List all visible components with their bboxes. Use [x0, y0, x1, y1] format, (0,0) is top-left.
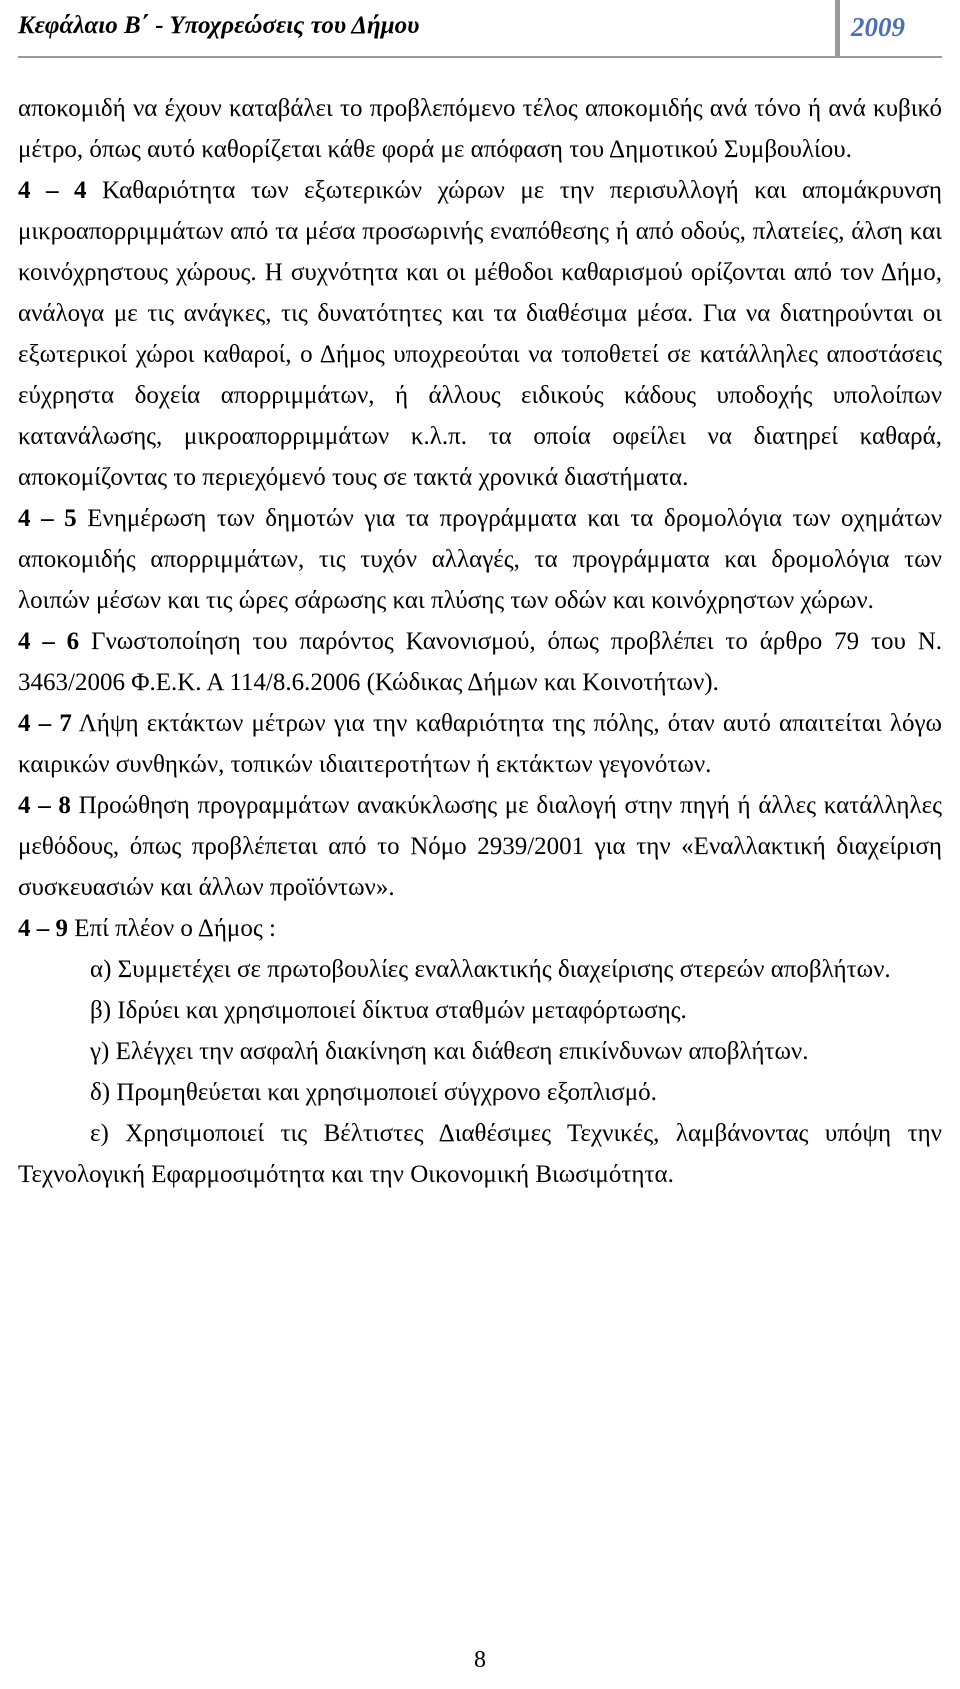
paragraph-text: Επί πλέον ο Δήμος : [68, 915, 276, 942]
paragraph-4-5 [18, 498, 942, 621]
list-item-e: ε) Χρησιμοποιεί τις Βέλτιστες Διαθέσιμες Τεχνικές, λαμβάνοντας υπόψη την Τεχνολογική Εφαρμοσιμότητα και την Οικονομική Βιωσιμότητα. [18, 1120, 942, 1188]
clause-number: 4 – 5 [18, 505, 77, 532]
clause-number: 4 – 7 [18, 710, 72, 737]
paragraph-continuation [18, 88, 942, 170]
list-item-c: γ) Ελέγχει την ασφαλή διακίνηση και διάθεση επικίνδυνων αποβλήτων. [90, 1038, 809, 1065]
list-item-a: α) Συμμετέχει σε πρωτοβουλίες εναλλακτικής διαχείρισης στερεών αποβλήτων. [90, 956, 891, 983]
document-body [18, 88, 942, 1195]
list-item-d: δ) Προμηθεύεται και χρησιμοποιεί σύγχρονο εξοπλισμό. [90, 1079, 657, 1106]
paragraph-text: Γνωστοποίηση του παρόντος Κανονισμού, όπως προβλέπει το άρθρο 79 του Ν. 3463/2006 Φ.Ε.Κ. Α 114/8.6.2006 (Κώδικας Δήμων και Κοινοτήτων). [18, 628, 943, 696]
clause-number: 4 – 9 [18, 915, 68, 942]
paragraph-text: Καθαριότητα των εξωτερικών χώρων με την περισυλλογή και απομάκρυνση μικροαπορριμμάτων από τα μέσα προσωρινής εναπόθεσης ή από οδούς, πλατείες, άλση και κοινόχρηστους χώρους. Η συχνότητα και οι μέθοδοι καθαρισμού ορίζονται από τον Δήμο, ανάλογα με τις ανάγκες, τις δυνατότητες και τα διαθέσιμα μέσα. Για να διατηρούνται οι εξωτερικοί χώροι καθαροί, ο Δήμος υποχρεούται να τοποθετεί σε κατάλληλες αποστάσεις εύχρηστα δοχεία απορριμμάτων, ή άλλους ειδικούς κάδους υποδοχής υπολοίπων κατανάλωσης, μικροαπορριμμάτων κ.λ.π. τα οποία οφείλει να διατηρεί καθαρά, αποκομίζοντας το περιεχόμενό τους σε τακτά χρονικά διαστήματα. [18, 177, 943, 491]
paragraph-4-7 [18, 703, 942, 785]
clause-number: 4 – 4 [18, 177, 87, 204]
paragraph-4-4 [18, 170, 942, 498]
clause-number: 4 – 6 [18, 628, 80, 655]
clause-number: 4 – 8 [18, 792, 71, 819]
header-rule [18, 56, 942, 58]
chapter-title: Κεφάλαιο Β΄ - Υποχρεώσεις του Δήμου [18, 12, 420, 39]
paragraph-text: Λήψη εκτάκτων μέτρων για την καθαριότητα της πόλης, όταν αυτό απαιτείται λόγω καιρικών συνθηκών, τοπικών ιδιαιτεροτήτων ή εκτάκτων γεγονότων. [18, 710, 942, 778]
paragraph-4-9 [18, 908, 942, 949]
paragraph-text: Ενημέρωση των δημοτών για τα προγράμματα και τα δρομολόγια των οχημάτων αποκομιδής απορριμμάτων, τις τυχόν αλλαγές, τα προγράμματα και δρομολόγια των λοιπών μέσων και τις ώρες σάρωσης και πλύσης των οδών και κοινόχρηστων χώρων. [18, 505, 943, 614]
paragraph-4-8 [18, 785, 942, 908]
header-divider [835, 0, 840, 56]
list-item-b: β) Ιδρύει και χρησιμοποιεί δίκτυα σταθμών μεταφόρτωσης. [90, 997, 687, 1024]
header-year: 2009 [851, 12, 905, 42]
paragraph-text: Προώθηση προγραμμάτων ανακύκλωσης με διαλογή στην πηγή ή άλλες κατάλληλες μεθόδους, όπως προβλέπεται από το Νόμο 2939/2001 για την «Εναλλακτική διαχείριση συσκευασιών και άλλων προϊόντων». [18, 792, 943, 901]
paragraph-4-6 [18, 621, 942, 703]
paragraph-text: αποκομιδή να έχουν καταβάλει το προβλεπόμενο τέλος αποκομιδής ανά τόνο ή ανά κυβικό μέτρο, όπως αυτό καθορίζεται κάθε φορά με απόφαση του Δημοτικού Συμβουλίου. [18, 95, 942, 163]
page-number: 8 [474, 1647, 486, 1673]
page-header [18, 0, 942, 56]
